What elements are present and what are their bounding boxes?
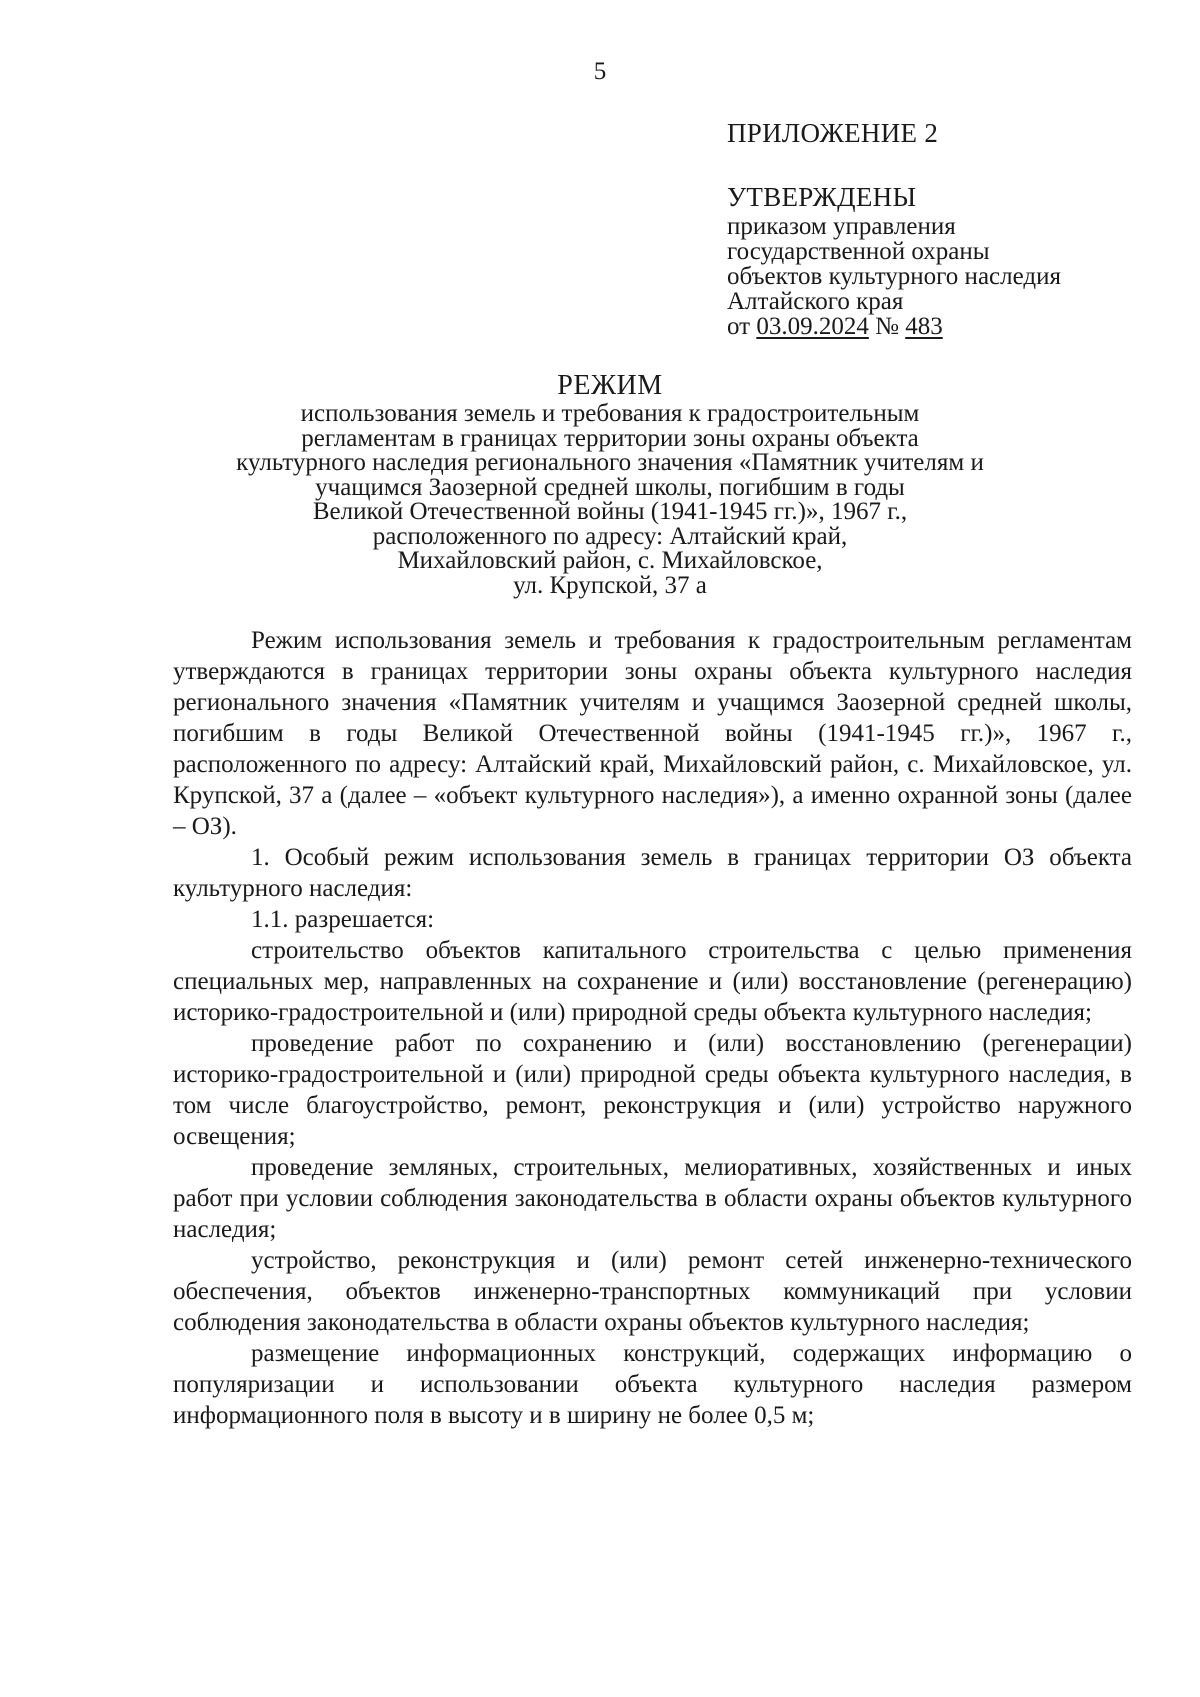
approval-date-prefix: от (727, 313, 757, 340)
title-line: регламентам в границах территории зоны охраны объекта (301, 424, 919, 452)
body-paragraph-item: строительство объектов капитального строительства с целью применения специальных мер, направленных на сохранение и (или) восстановление (регенерацию) историко-градостроительной и (или) природной среды объекта культурного наследия; (173, 937, 1132, 1026)
body-paragraph-item: проведение земляных, строительных, мелиоративных, хозяйственных и иных работ при условии соблюдения законодательства в области охраны объектов культурного наследия; (173, 1154, 1132, 1243)
title-line: ул. Крупской, 37 а (513, 571, 707, 599)
body-paragraph-item: размещение информационных конструкций, содержащих информацию о популяризации и использовании объекта культурного наследия размером информационного поля в высоту и в ширину не более 0,5 м; (173, 1340, 1132, 1429)
document-body (173, 625, 1132, 1431)
title-line: Михайловский район, с. Михайловское, (397, 547, 823, 574)
body-paragraph-subsection-1-1: 1.1. разрешается: (251, 906, 435, 933)
approval-date-line (727, 314, 1147, 339)
title-line: Великой Отечественной войны (1941-1945 гг.)», 1967 г., (312, 498, 908, 525)
body-paragraph-item: проведение работ по сохранению и (или) восстановлению (регенерации) историко-градостроительной и (или) природной среды объекта культурного наследия, в том числе благоустройство, ремонт, реконструкция и (или) устройство наружного освещения; (173, 1030, 1132, 1150)
approval-line-2: государственной охраны (727, 238, 990, 265)
approval-block (727, 182, 1147, 339)
approval-line-4: Алтайского края (727, 288, 904, 315)
approval-line-3: объектов культурного наследия (727, 263, 1061, 290)
approval-date: 03.09.2024 (756, 313, 869, 340)
approval-number: 483 (905, 313, 943, 340)
approval-heading: УТВЕРЖДЕНЫ (727, 182, 917, 212)
title-line: расположенного по адресу: Алтайский край, (372, 522, 848, 550)
page-number: 5 (593, 58, 607, 85)
title-heading: РЕЖИМ (557, 370, 663, 401)
body-paragraph-item: устройство, реконструкция и (или) ремонт сетей инженерно-технического обеспечения, объектов инженерно-транспортных коммуникаций при условии соблюдения законодательства в области охраны объектов культурного наследия; (173, 1247, 1132, 1336)
body-paragraph-section-1: 1. Особый режим использования земель в границах территории ОЗ объекта культурного наследия: (173, 844, 1132, 902)
appendix-label: ПРИЛОЖЕНИЕ 2 (727, 118, 939, 148)
document-title (160, 370, 1060, 598)
body-paragraph-intro: Режим использования земель и требования к градостроительным регламентам утверждаются в границах территории зоны охраны объекта культурного наследия регионального значения «Памятник учителям и учащимся Заозерной средней школы, погибшим в годы Великой Отечественной войны (1941-1945 гг.)», 1967 г., расположенного по адресу: Алтайский край, Михайловский район, с. Михайловское, ул. Крупской, 37 а (далее – «объект культурного наследия»), а именно охранной зоны (далее – ОЗ). (173, 627, 1132, 840)
approval-number-sign: № (868, 313, 906, 340)
approval-line-1: приказом управления (727, 213, 956, 240)
title-line: учащимся Заозерной средней школы, погибшим в годы (315, 473, 905, 501)
title-line: культурного наследия регионального значения «Памятник учителям и (236, 449, 984, 476)
title-line: использования земель и требования к градостроительным (300, 400, 920, 427)
